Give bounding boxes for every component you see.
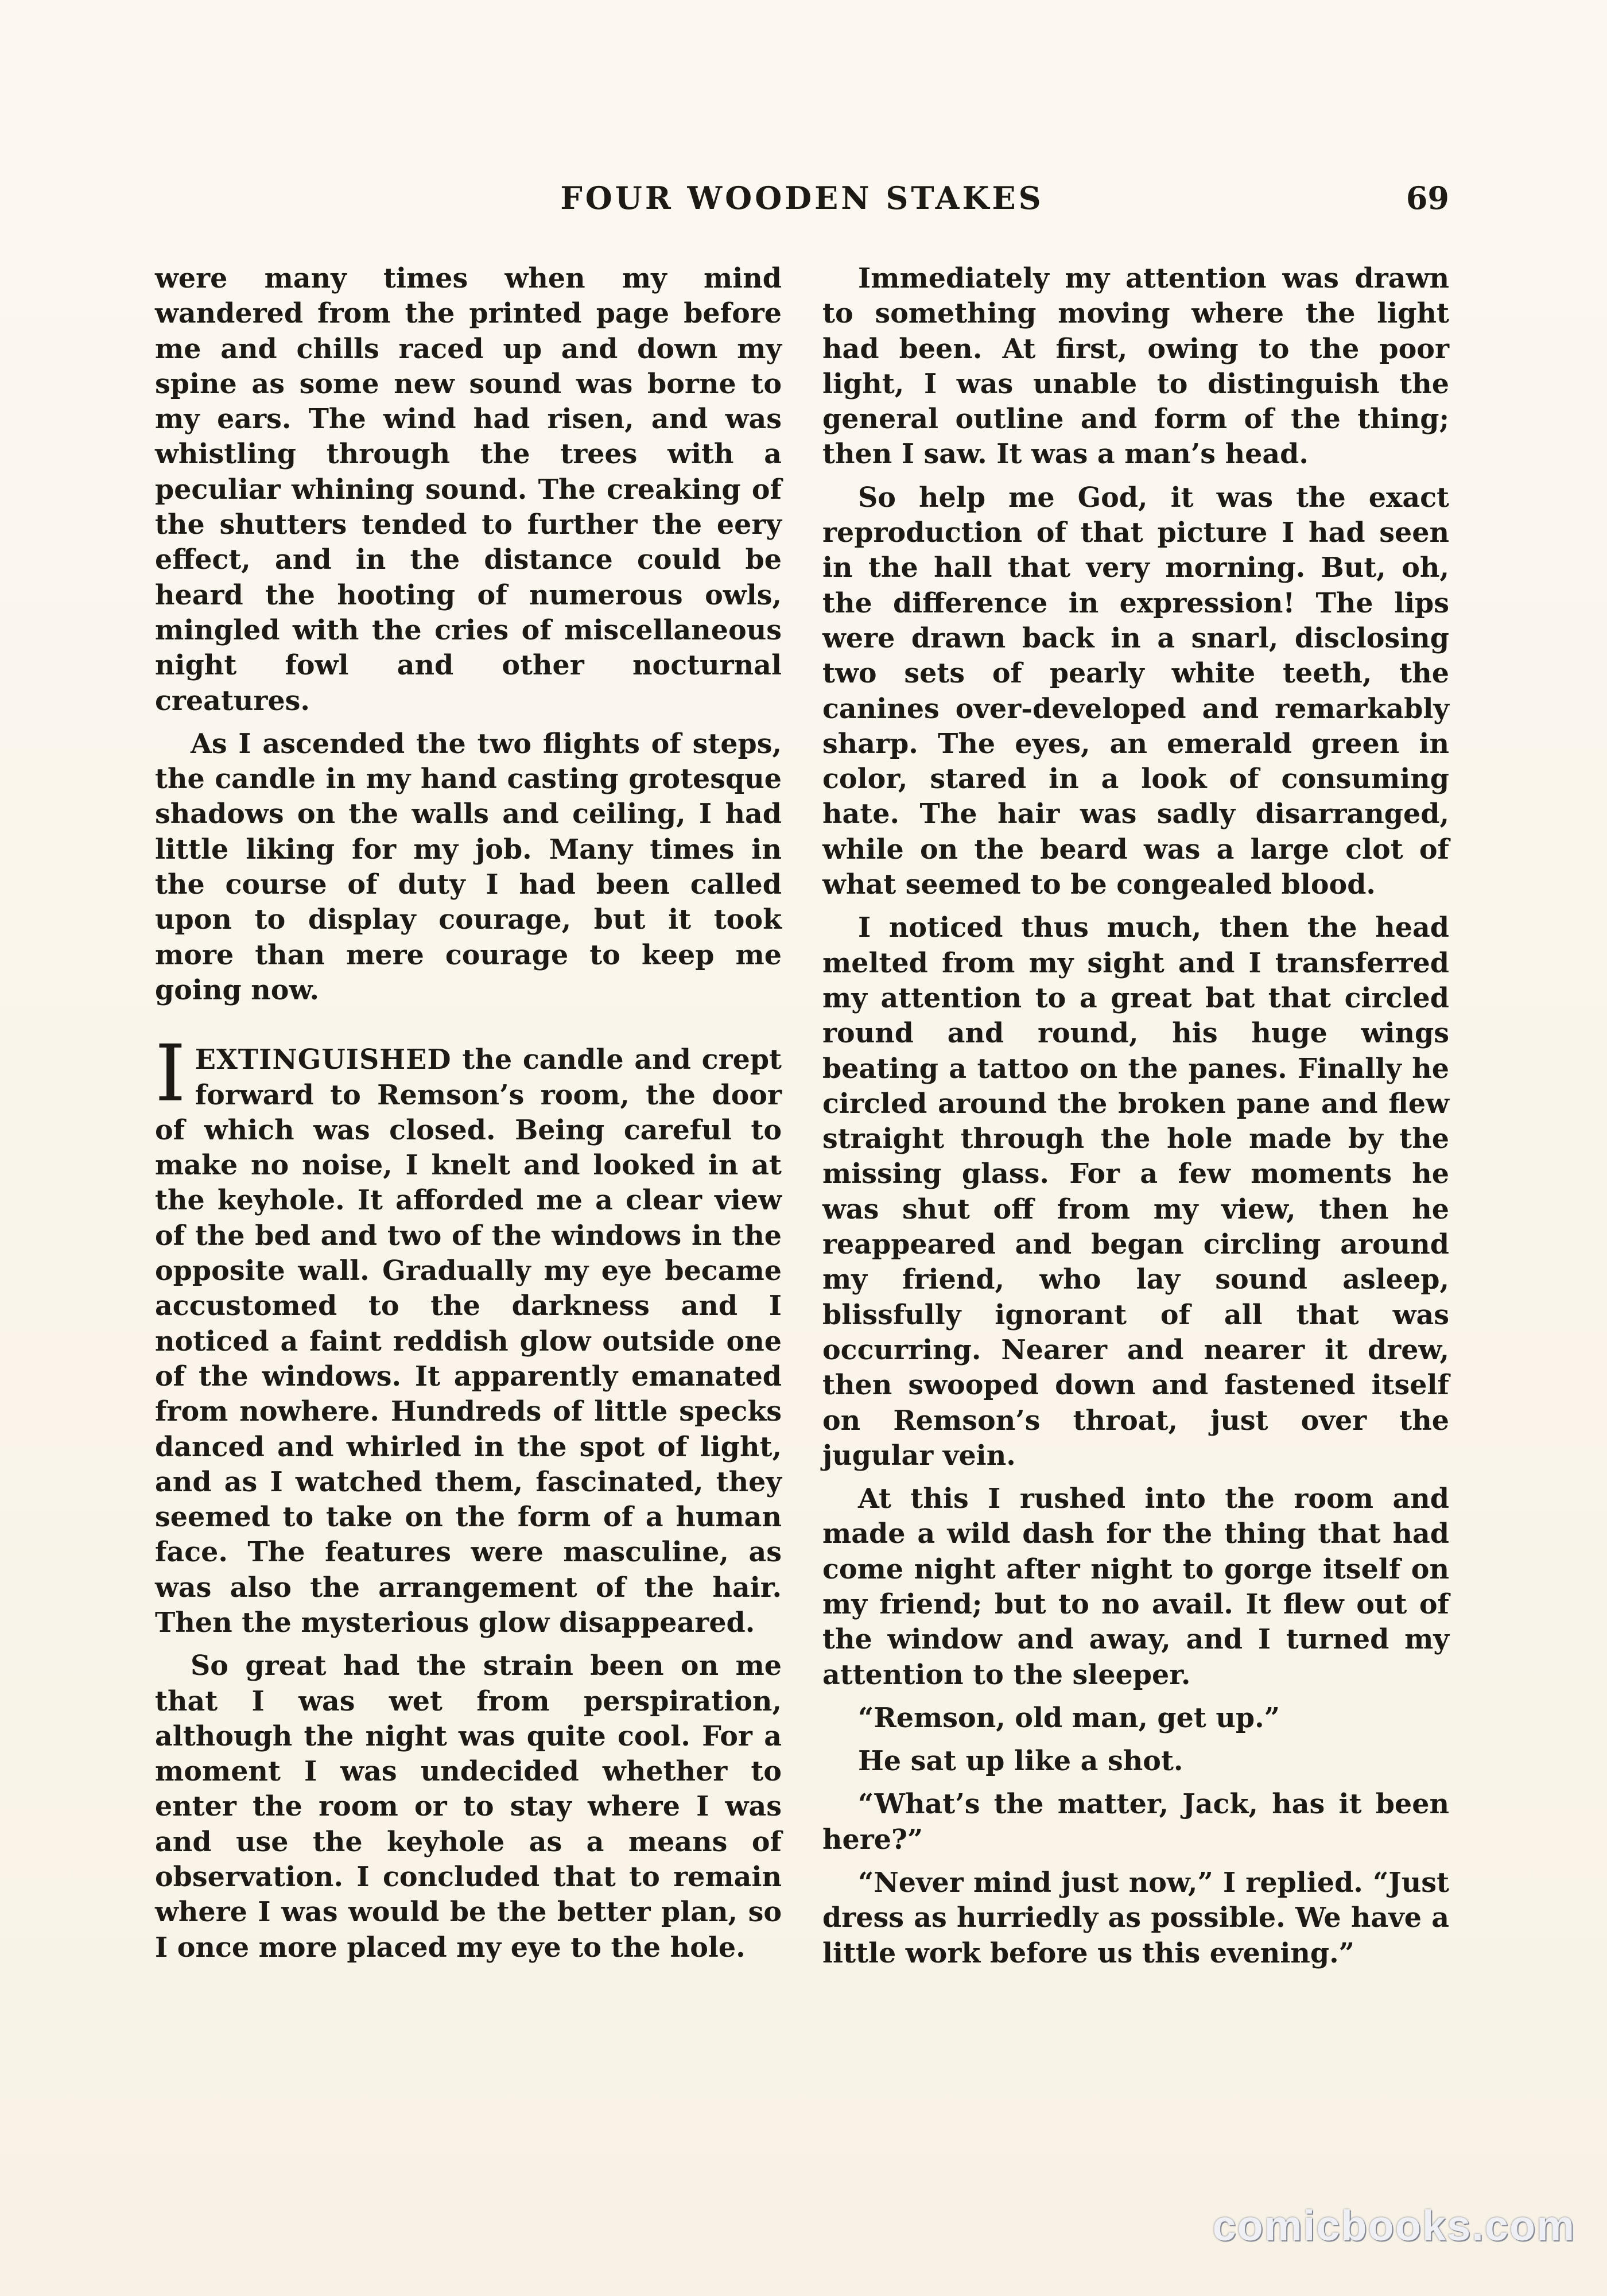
section-start-paragraph xyxy=(155,1029,782,1640)
paragraph: Immediately my attention was drawn to something moving where the light had been. At first, owing to the poor light, I was unable to distinguish the general outline and form of the thing; then I saw. It was a man’s head. xyxy=(822,262,1449,471)
drop-cap: I xyxy=(155,1029,186,1120)
site-watermark: comicbooks.com xyxy=(1212,2202,1575,2250)
dialogue-line: “Never mind just now,” I replied. “Just dress as hurriedly as possible. We have a little work before us this evening.” xyxy=(822,1867,1449,1969)
paragraph: were many times when my mind wandered from the printed page before me and chills raced up and down my spine as some new sound was borne to my ears. The wind had risen, and was whistling through the trees with a peculiar whining sound. The creaking of the shutters tended to further the eery effect, and in the distance could be heard the hooting of numerous owls, mingled with the cries of miscellaneous night fowl and other nocturnal creatures. xyxy=(155,262,782,717)
lead-in-caps: EXTINGUISHED xyxy=(195,1044,452,1076)
dialogue-line: He sat up like a shot. xyxy=(858,1745,1183,1778)
paragraph: I noticed thus much, then the head melted from my sight and I transferred my attention to a great bat that circled round and round, his huge wings beating a tattoo on the panes. Finally he circled around the broken pane and flew straight through the hole made by the missing glass. For a few moments he was shut off from my view, then he reappeared and began circling around my friend, who lay sound asleep, blissfully ignorant of all that was occurring. Nearer and nearer it drew, then swooped down and fastened itself on Remson’s throat, just over the jugular vein. xyxy=(822,912,1449,1472)
paragraph: At this I rushed into the room and made a wild dash for the thing that had come night after night to gorge itself on my friend; but to no avail. It flew out of the window and away, and I turned my attention to the sleeper. xyxy=(822,1483,1449,1691)
running-header xyxy=(155,172,1449,224)
right-column xyxy=(822,261,1449,1979)
paragraph: As I ascended the two flights of steps, the candle in my hand casting grotesque shadows on the walls and ceiling, I had little liking for my job. Many times in the course of duty I had been called upon to display courage, but it took more than mere courage to keep me going now. xyxy=(155,727,782,1006)
page-number: 69 xyxy=(1406,180,1449,216)
paragraph: So help me God, it was the exact reproduction of that picture I had seen in the hall that very morning. But, oh, the difference in expression! The lips were drawn back in a snarl, disclosing two sets of pearly white teeth, the canines over-developed and remarkably sharp. The eyes, an emerald green in color, stared in a look of consuming hate. The hair was sadly disarranged, while on the beard was a large clot of what seemed to be congealed blood. xyxy=(822,481,1449,901)
paragraph: So great had the strain been on me that I was wet from perspiration, although the night was quite cool. For a moment I was undecided whether to enter the room or to stay where I was and use the keyhole as a means of observation. I concluded that to remain where I was would be the better plan, so I once more placed my eye to the hole. xyxy=(155,1650,782,1964)
paragraph-text: the candle and crept forward to Remson’s room, the door of which was closed. Being careful to make no noise, I knelt and looked in at the keyhole. It afforded me a clear view of the bed and two of the windows in the opposite wall. Gradually my eye became accustomed to the darkness and I noticed a faint reddish glow outside one of the windows. It apparently emanated from nowhere. Hundreds of little specks danced and whirled in the spot of light, and as I watched them, fascinated, they seemed to take on the form of a human face. The features were masculine, as was also the arrangement of the hair. Then the mysterious glow disappeared. xyxy=(155,1044,782,1639)
left-column xyxy=(155,261,782,1973)
running-title: FOUR WOODEN STAKES xyxy=(560,180,1044,216)
dialogue-line: “What’s the matter, Jack, has it been here?” xyxy=(822,1788,1449,1856)
dialogue-line: “Remson, old man, get up.” xyxy=(858,1701,1280,1734)
